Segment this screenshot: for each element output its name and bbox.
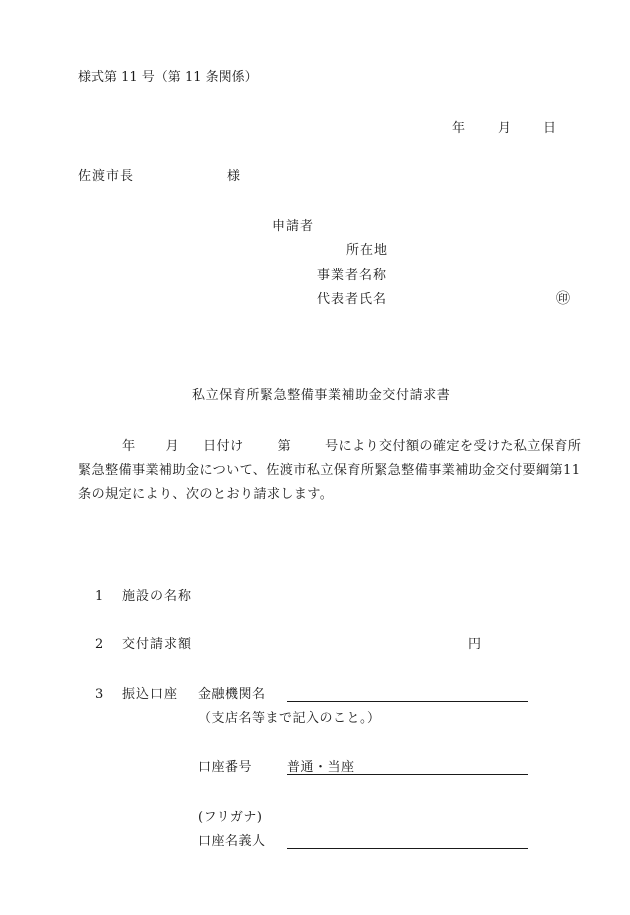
date-year: 年 [452, 121, 466, 136]
body-paragraph [78, 435, 590, 507]
form-label: 様式第 11 号（第 11 条関係） [78, 70, 258, 85]
account-holder-line [287, 848, 528, 849]
date-month: 月 [498, 121, 512, 136]
furigana-label: (フリガナ) [198, 810, 263, 825]
document-title: 私立保育所緊急整備事業補助金交付請求書 [192, 388, 451, 403]
account-type: 普通・当座 [287, 760, 355, 775]
bank-name-line [287, 701, 528, 702]
body-year: 年 [122, 439, 136, 454]
account-holder-label: 口座名義人 [198, 834, 266, 849]
item-facility-number: 1 [95, 589, 104, 604]
body-dated: 日付け [203, 439, 244, 454]
bank-name-label: 金融機関名 [198, 687, 266, 702]
addressee-name: 佐渡市長 [78, 169, 135, 184]
item-amount-label: 交付請求額 [122, 637, 193, 652]
item-amount-number: 2 [95, 637, 104, 652]
item-account-number: 3 [95, 687, 104, 702]
body-no-prefix: 第 [277, 439, 291, 454]
bank-note: （支店名等まで記入のこと。） [198, 711, 381, 726]
account-number-line [287, 774, 528, 775]
applicant-representative-label: 代表者氏名 [317, 292, 388, 307]
item-amount-unit: 円 [468, 637, 482, 652]
date-day: 日 [543, 121, 557, 136]
applicant-business-name-label: 事業者名称 [317, 268, 388, 283]
applicant-heading: 申請者 [272, 219, 315, 234]
body-text: 号により交付額の確定を受けた私立保育所緊急整備事業補助金について、佐渡市私立保育所緊急整備事業補助金交付要綱第11条の規定により、次のとおり請求します。 [78, 439, 582, 502]
seal-mark: ㊞ [556, 291, 570, 307]
addressee-honorific: 様 [227, 169, 241, 184]
applicant-address-label: 所在地 [346, 243, 389, 258]
item-account-label: 振込口座 [122, 687, 179, 702]
body-month: 月 [165, 439, 179, 454]
account-number-label: 口座番号 [198, 760, 253, 775]
item-facility-label: 施設の名称 [122, 589, 193, 604]
